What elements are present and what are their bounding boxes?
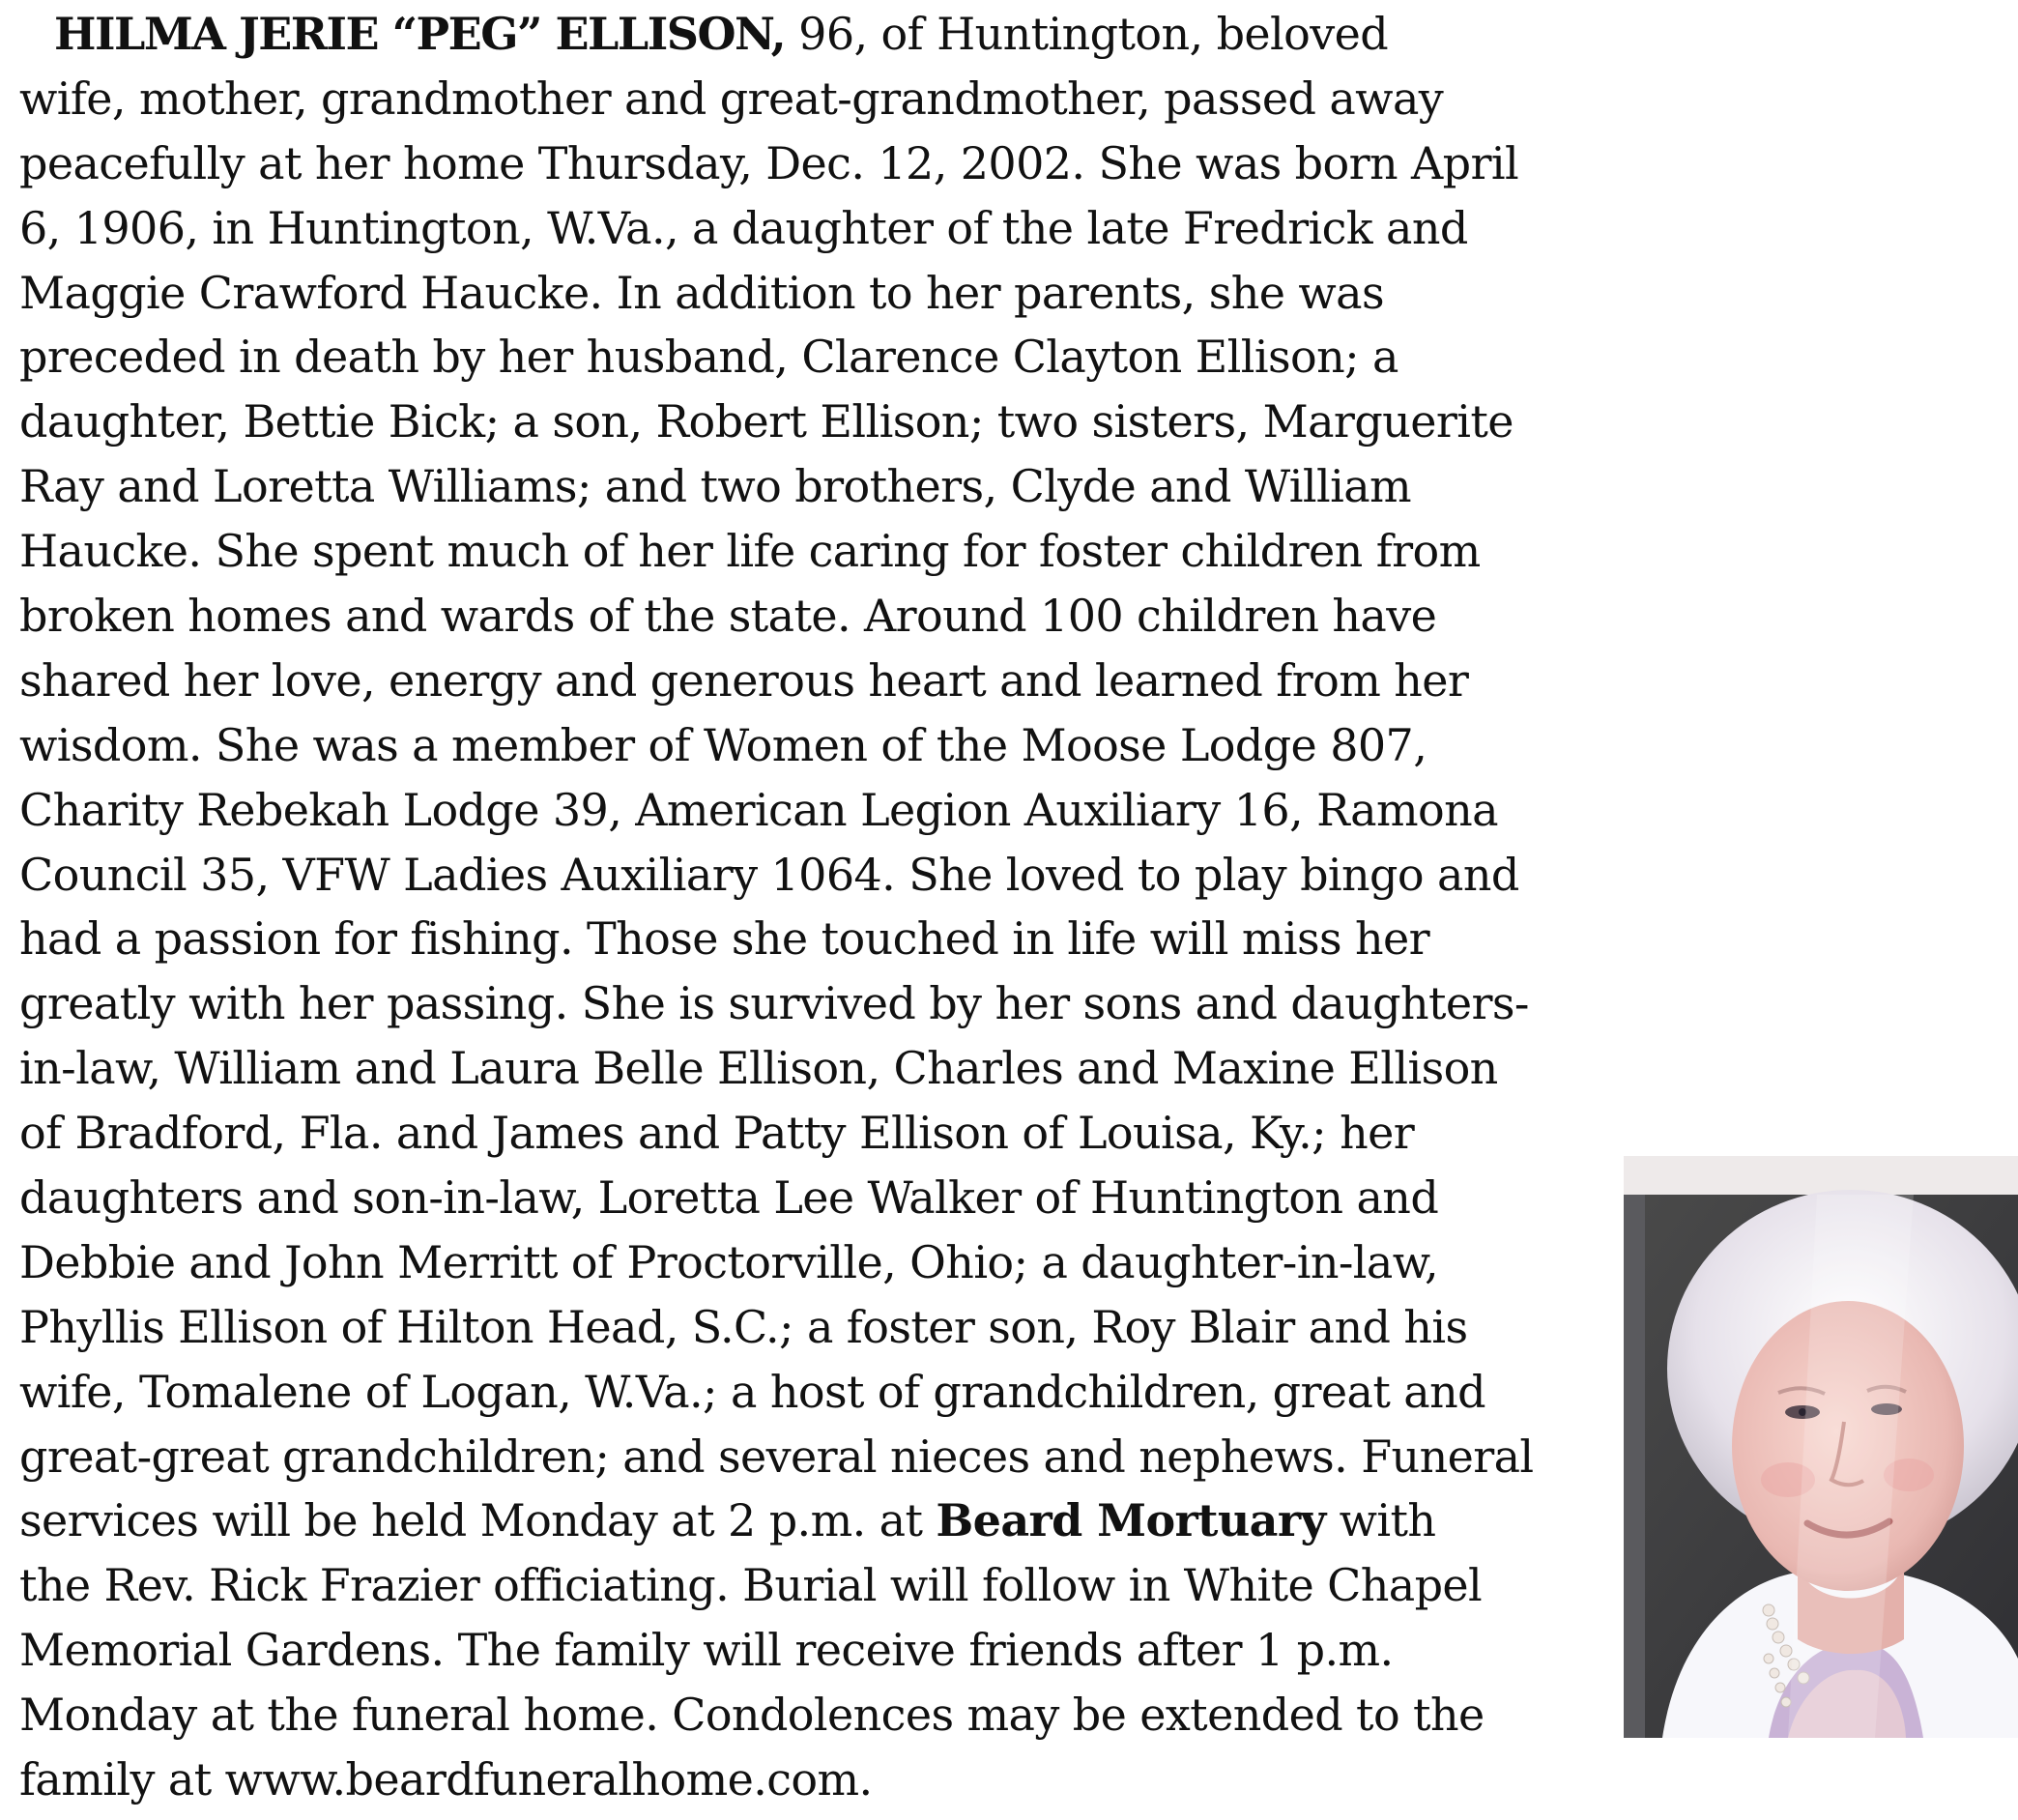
obituary-line: Memorial Gardens. The family will receive friends after 1 p.m. [19,1624,1394,1677]
obituary-line: preceded in death by her husband, Clarence Clayton Ellison; a [19,331,1398,384]
obituary-line-text: with [1325,1494,1436,1547]
obituary-text [19,2,1653,1812]
obituary-line: of Bradford, Fla. and James and Patty Ellison of Louisa, Ky.; her [19,1107,1415,1160]
obituary-line-text: 96, of Huntington, beloved [785,8,1389,60]
obituary-line: daughters and son-in-law, Loretta Lee Walker of Huntington and [19,1171,1439,1225]
obituary-line: great-great grandchildren; and several nieces and nephews. Funeral [19,1430,1534,1483]
portrait-photo [1624,1156,2018,1738]
obituary-line: Maggie Crawford Haucke. In addition to her parents, she was [19,266,1384,319]
obituary-line: shared her love, energy and generous heart and learned from her [19,653,1469,707]
obituary-line-text: services will be held Monday at 2 p.m. at [19,1494,937,1547]
obituary-line: Council 35, VFW Ladies Auxiliary 1064. She loved to play bingo and [19,848,1519,901]
obituary-line: Phyllis Ellison of Hilton Head, S.C.; a foster son, Roy Blair and his [19,1300,1468,1353]
obituary-line: wisdom. She was a member of Women of the Moose Lodge 807, [19,718,1427,771]
mortuary-name: Beard Mortuary [936,1494,1326,1547]
obituary-line: peacefully at her home Thursday, Dec. 12, 2002. She was born April [19,136,1519,189]
obituary-line: wife, mother, grandmother and great-grandmother, passed away [19,72,1444,125]
obituary-line: Haucke. She spent much of her life caring for foster children from [19,525,1481,578]
obituary-line: 6, 1906, in Huntington, W.Va., a daughter of the late Fredrick and [19,201,1468,254]
obituary-line: broken homes and wards of the state. Around 100 children have [19,590,1437,643]
obituary-line: greatly with her passing. She is survived by her sons and daughters- [19,977,1529,1030]
portrait-image [1624,1156,2018,1738]
obituary-line: Ray and Loretta Williams; and two brothers, Clyde and William [19,460,1412,513]
obituary-line [19,2,1653,67]
deceased-name: HILMA JERIE “PEG” ELLISON, [54,8,786,60]
obituary-line: Debbie and John Merritt of Proctorville, Ohio; a daughter-in-law, [19,1235,1439,1288]
obituary-line: had a passion for fishing. Those she touched in life will miss her [19,912,1430,966]
obituary-line: the Rev. Rick Frazier officiating. Burial will follow in White Chapel [19,1559,1483,1612]
obituary-line: in-law, William and Laura Belle Ellison, Charles and Maxine Ellison [19,1042,1498,1095]
obituary-line: family at www.beardfuneralhome.com. [19,1753,873,1806]
obituary-line [19,1488,1653,1553]
obituary-line: Monday at the funeral home. Condolences may be extended to the [19,1689,1485,1742]
obituary-line: wife, Tomalene of Logan, W.Va.; a host of grandchildren, great and [19,1365,1485,1418]
obituary-line: Charity Rebekah Lodge 39, American Legion Auxiliary 16, Ramona [19,783,1498,836]
obituary-line: daughter, Bettie Bick; a son, Robert Ellison; two sisters, Marguerite [19,395,1514,448]
